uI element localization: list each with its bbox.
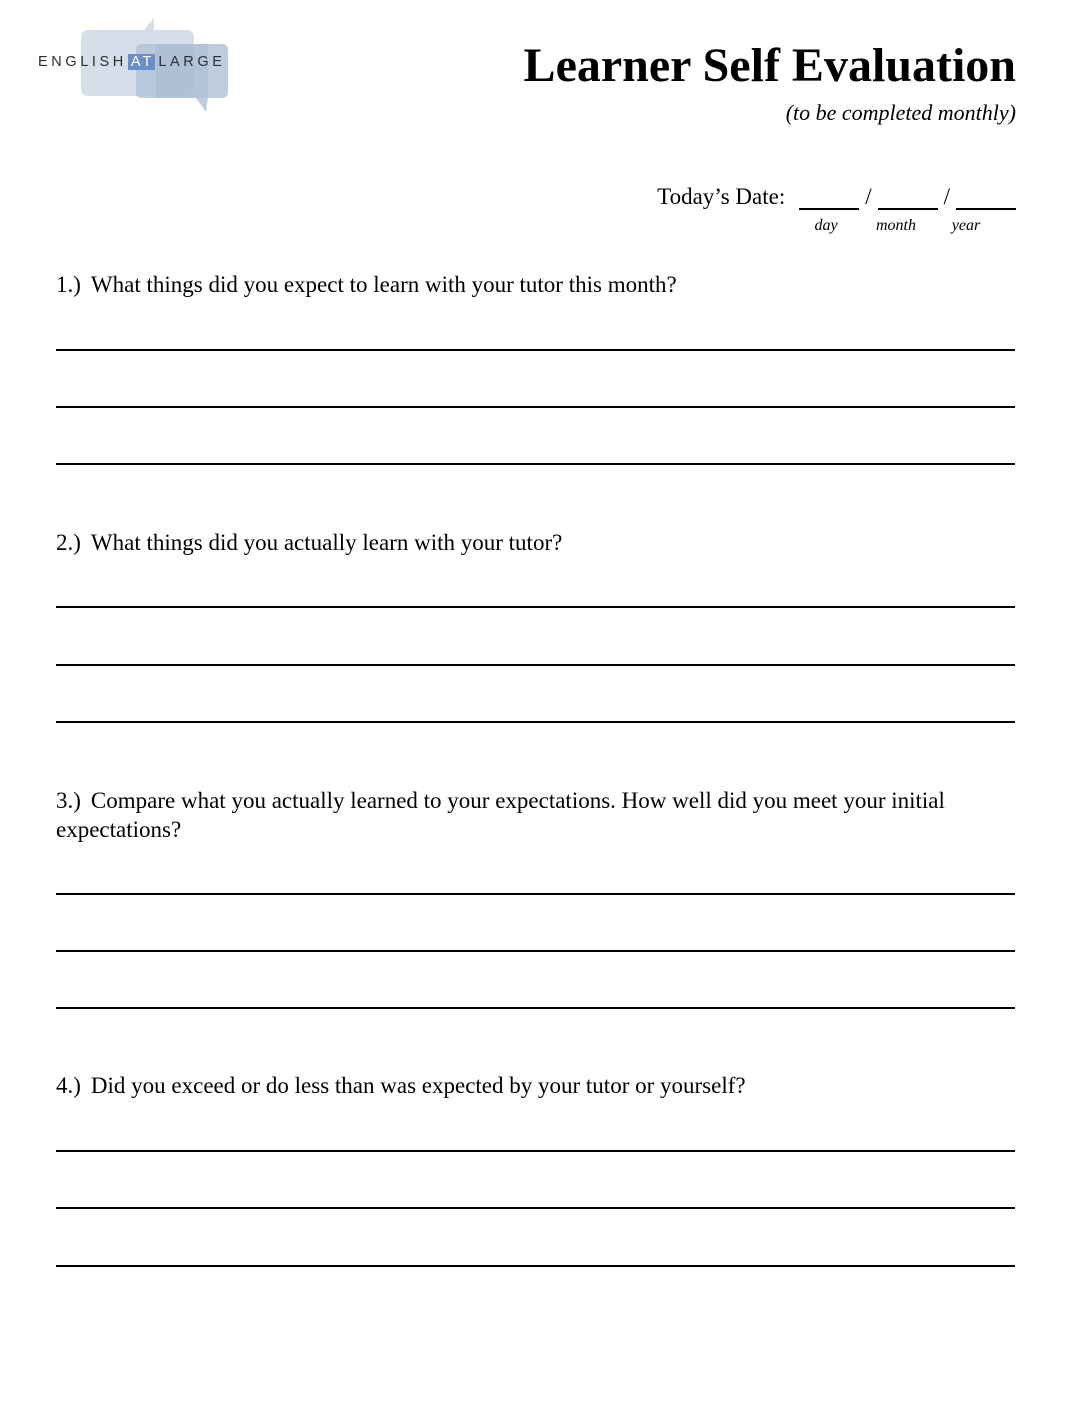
answer-line[interactable] [56, 1265, 1015, 1267]
question-number: 3.) [56, 788, 81, 813]
question-number: 1.) [56, 272, 81, 297]
answer-line[interactable] [56, 664, 1015, 666]
answer-line[interactable] [56, 406, 1015, 408]
question-4 [56, 1071, 1016, 1100]
month-blank[interactable] [878, 186, 938, 210]
answer-line[interactable] [56, 893, 1015, 895]
english-at-large-logo [36, 16, 286, 116]
answer-line[interactable] [56, 1007, 1015, 1009]
date-label: Today’s Date: [657, 184, 786, 209]
question-text: Did you exceed or do less than was expected by your tutor or yourself? [90, 1073, 746, 1098]
date-separator: / [943, 184, 950, 209]
answer-line[interactable] [56, 606, 1015, 608]
month-hint: month [876, 217, 916, 234]
answer-line[interactable] [56, 463, 1015, 465]
answer-line[interactable] [56, 1150, 1015, 1152]
answer-line[interactable] [56, 721, 1015, 723]
question-2 [56, 528, 1016, 557]
page-title: Learner Self Evaluation [523, 39, 1016, 92]
question-text: Compare what you actually learned to your expectations. How well did you meet your initial expectations? [56, 788, 945, 842]
day-hint: day [814, 217, 838, 234]
question-text: What things did you expect to learn with your tutor this month? [90, 272, 677, 297]
question-3 [56, 786, 1016, 844]
answer-line[interactable] [56, 950, 1015, 952]
year-blank[interactable] [956, 186, 1016, 210]
day-blank[interactable] [799, 186, 859, 210]
question-1 [56, 270, 1016, 299]
logo-text-at: AT [128, 54, 155, 70]
answer-line[interactable] [56, 1207, 1015, 1209]
year-hint: year [951, 217, 981, 234]
page-subtitle: (to be completed monthly) [785, 100, 1016, 125]
date-row [657, 184, 1016, 210]
question-number: 2.) [56, 530, 81, 555]
question-number: 4.) [56, 1073, 81, 1098]
logo-text-english: ENGLISH [38, 54, 127, 70]
logo-text-large: LARGE [158, 54, 226, 70]
question-text: What things did you actually learn with your tutor? [90, 530, 563, 555]
logo-wordmark [38, 54, 225, 70]
date-separator: / [865, 184, 872, 209]
answer-line[interactable] [56, 349, 1015, 351]
